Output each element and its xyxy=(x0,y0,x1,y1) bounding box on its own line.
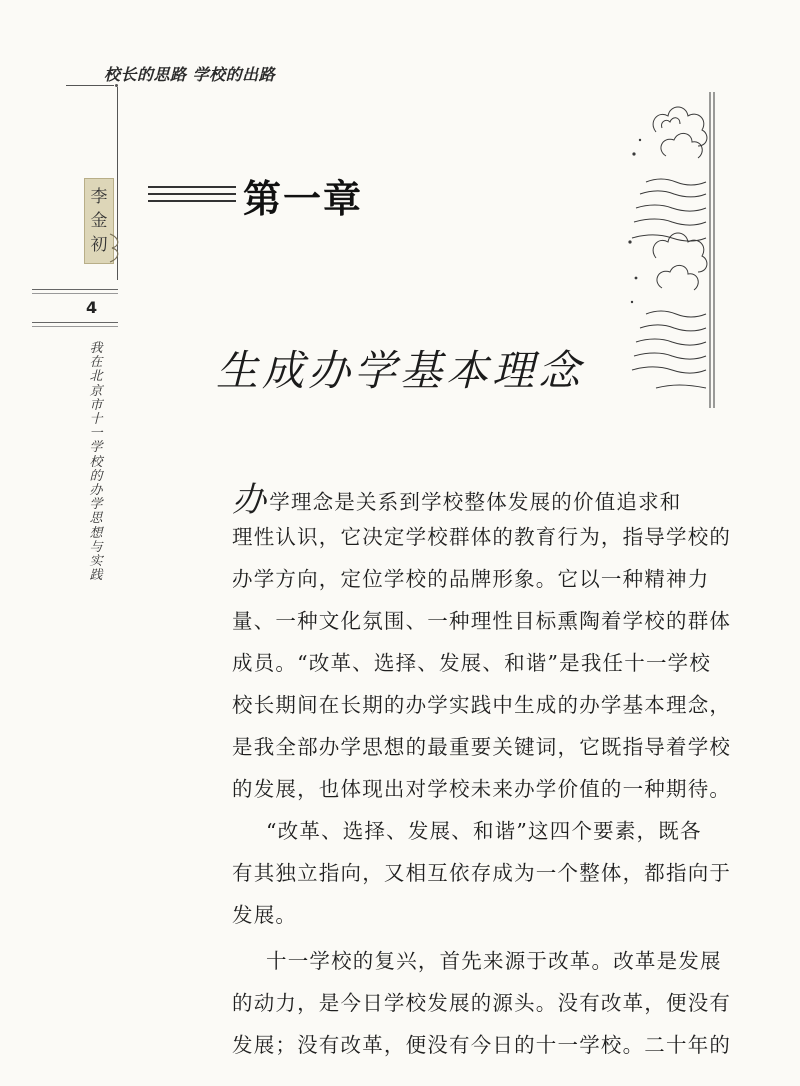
page-number-rule xyxy=(32,289,118,290)
wave-ornament-icon xyxy=(626,92,718,408)
subtitle-char: 一 xyxy=(89,426,103,442)
drop-cap: 办 xyxy=(232,480,268,520)
subtitle-char: 我 xyxy=(89,341,103,356)
body-line: 发展。 xyxy=(232,903,298,927)
subtitle-char: 学 xyxy=(89,497,103,513)
page-number: 4 xyxy=(86,298,98,317)
body-line: 校长期间在长期的办学实践中生成的办学基本理念， xyxy=(232,693,732,717)
subtitle-char: 思 xyxy=(89,511,103,527)
header-rule xyxy=(66,85,114,86)
page-number-rule xyxy=(32,322,118,323)
subtitle-char: 践 xyxy=(89,568,103,584)
page-number-rule xyxy=(32,293,118,294)
chapter-heading-rules xyxy=(148,186,236,204)
body-line: 发展；没有改革，便没有今日的十一学校。二十年的 xyxy=(232,1033,732,1057)
page-number-rule xyxy=(32,326,118,327)
body-line: 十一学校的复兴，首先来源于改革。改革是发展 xyxy=(266,949,722,973)
author-char: 李 xyxy=(90,187,108,207)
subtitle-char: 京 xyxy=(89,383,103,399)
flourish-icon xyxy=(108,232,124,264)
body-line: 量、一种文化氛围、一种理性目标熏陶着学校的群体 xyxy=(232,609,732,633)
chapter-label: 第一章 xyxy=(243,176,364,221)
body-line: 理性认识，它决定学校群体的教育行为，指导学校的 xyxy=(232,525,732,549)
body-line: “改革、选择、发展、和谐”这四个要素，既各 xyxy=(266,819,702,843)
body-line-text: 学理念是关系到学校整体发展的价值追求和 xyxy=(269,490,682,514)
subtitle-char: 与 xyxy=(89,539,103,555)
subtitle-char: 想 xyxy=(89,525,103,541)
subtitle-char: 的 xyxy=(89,468,103,484)
body-line xyxy=(232,470,682,519)
body-line: 成员。“改革、选择、发展、和谐”是我任十一学校 xyxy=(232,651,712,675)
subtitle-char: 校 xyxy=(89,454,103,470)
body-line: 的发展，也体现出对学校未来办学价值的一种期待。 xyxy=(232,777,732,801)
subtitle-char: 十 xyxy=(89,412,103,428)
body-line: 的动力，是今日学校发展的源头。没有改革，便没有 xyxy=(232,991,732,1015)
subtitle-char: 北 xyxy=(89,369,103,385)
chapter-title: 生成办学基本理念 xyxy=(216,346,585,395)
author-char: 初 xyxy=(90,235,108,255)
running-header: 校长的思路 学校的出路 xyxy=(104,65,276,84)
subtitle-char: 学 xyxy=(89,440,103,456)
author-char: 金 xyxy=(90,211,108,231)
subtitle-char: 在 xyxy=(89,355,103,371)
subtitle-char: 办 xyxy=(89,483,103,499)
subtitle-char: 实 xyxy=(89,554,103,570)
book-subtitle-vertical xyxy=(86,342,106,583)
body-line: 办学方向，定位学校的品牌形象。它以一种精神力 xyxy=(232,567,710,591)
subtitle-char: 市 xyxy=(89,397,103,413)
body-line: 是我全部办学思想的最重要关键词，它既指导着学校 xyxy=(232,735,732,759)
body-line: 有其独立指向，又相互依存成为一个整体，都指向于 xyxy=(232,861,732,885)
